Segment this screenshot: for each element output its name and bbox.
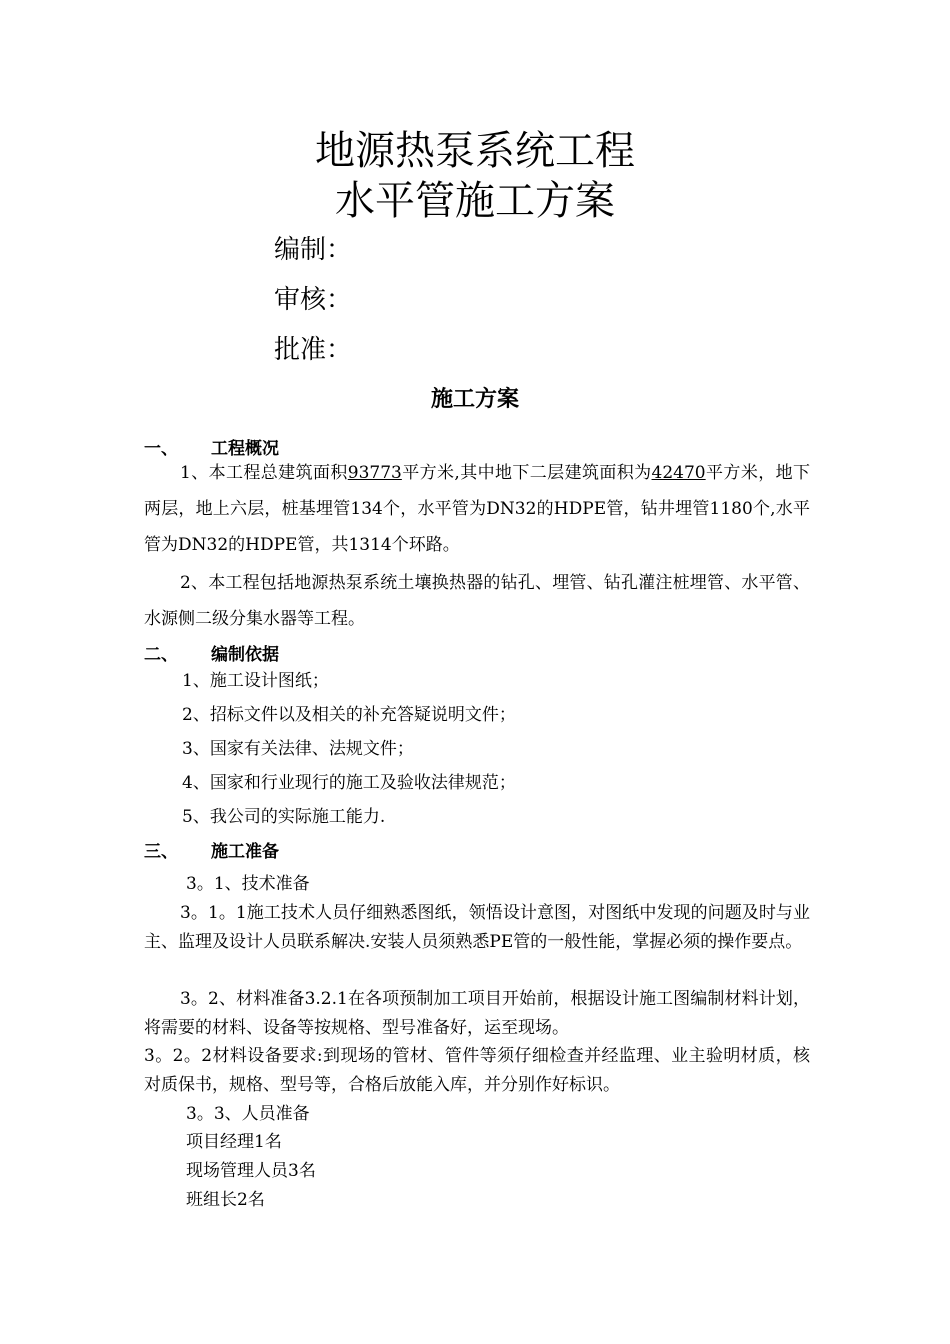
staff-item: 班组长2名 <box>186 1190 265 1210</box>
p1-text-pre: 1、本工程总建筑面积 <box>180 463 348 483</box>
subsection-3-2-2: 3。2。2材料设备要求:到现场的管材、管件等须仔细检查并经监理、业主验明材质，核对质保书，规格、型号等，合格后放能入库，并分别作好标识。 <box>144 1046 810 1095</box>
basis-item: 3、国家有关法律、法规文件； <box>182 739 414 759</box>
subsection-3-2: 3。2、材料准备3.2.1在各项预制加工项目开始前，根据设计施工图编制材料计划，将需要的材料、设备等按规格、型号准备好，运至现场。 <box>144 989 810 1038</box>
basement-area-value: 42470 <box>651 463 706 483</box>
subsection-3-3: 3。3、人员准备 <box>186 1104 310 1124</box>
p1-text-mid: 平方米,其中地下二层建筑面积为 <box>401 463 652 483</box>
basis-item: 4、国家和行业现行的施工及验收法律规范； <box>182 773 516 793</box>
total-area-value: 93773 <box>347 463 402 483</box>
staff-item: 现场管理人员3名 <box>186 1161 316 1181</box>
section3-heading <box>144 840 279 864</box>
p1-text-post: 平方米，地下两层，地上六层，桩基埋管134个，水平管为DN32的HDPE管，钻井埋管1180个,水平管为DN32的HDPE管，共1314个环路。 <box>144 463 810 555</box>
subsection-3-1-1: 3。1。1施工技术人员仔细熟悉图纸，领悟设计意图，对图纸中发现的问题及时与业主、监理及设计人员联系解决.安装人员须熟悉PE管的一般性能，掌握必须的操作要点。 <box>144 903 810 952</box>
section1-title: 工程概况 <box>211 439 279 459</box>
section-subtitle: 施工方案 <box>430 387 519 412</box>
basis-item: 2、招标文件以及相关的补充答疑说明文件； <box>182 705 516 725</box>
section3-title: 施工准备 <box>211 842 279 862</box>
subsection-3-1: 3。1、技术准备 <box>186 874 310 894</box>
section1-number: 一、 <box>144 439 178 459</box>
document-title-line1: 地源热泵系统工程 <box>315 128 635 174</box>
approver-label: 批准： <box>274 335 353 365</box>
section1-paragraph1 <box>144 455 810 563</box>
section3-number: 三、 <box>144 842 178 862</box>
document-title-line2: 水平管施工方案 <box>335 178 615 224</box>
section2-number: 二、 <box>144 645 178 665</box>
section2-heading <box>144 643 279 667</box>
section2-title: 编制依据 <box>211 645 279 665</box>
staff-item: 项目经理1名 <box>186 1132 282 1152</box>
section1-paragraph2: 2、本工程包括地源热泵系统土壤换热器的钻孔、埋管、钻孔灌注桩埋管、水平管、水源侧二级分集水器等工程。 <box>144 573 810 629</box>
compiler-label: 编制： <box>274 235 353 265</box>
basis-item: 5、我公司的实际施工能力. <box>182 807 386 827</box>
reviewer-label: 审核： <box>274 285 353 315</box>
basis-item: 1、施工设计图纸； <box>182 671 329 691</box>
